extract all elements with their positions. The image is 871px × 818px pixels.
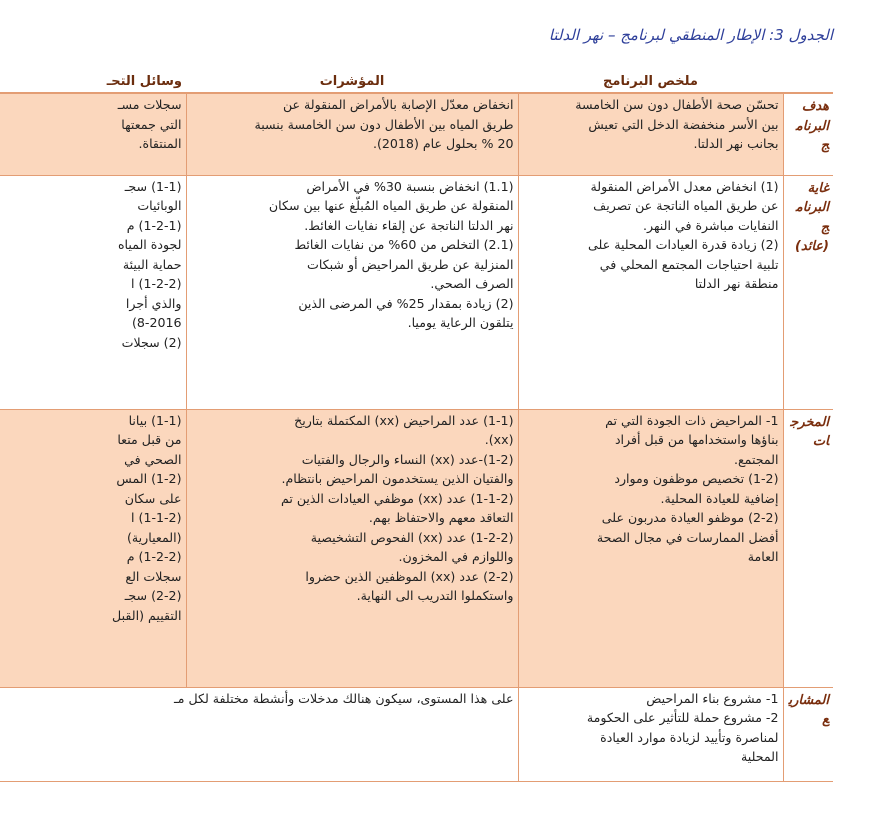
logical-framework-table bbox=[0, 72, 833, 782]
cell-line: (1-2-2) ا bbox=[131, 276, 182, 291]
cell-line: النفايات مباشرة في النهر. bbox=[643, 217, 779, 233]
cell-line: (1-2-2) عدد (xx) الفحوص التشخيصية bbox=[310, 529, 514, 545]
cell-line: يتلقون الرعاية يوميا. bbox=[407, 315, 514, 330]
cell-line: (1-1) عدد المراحيض (xx) المكتملة بتاريخ bbox=[294, 412, 514, 428]
cell-line: بجانب نهر الدلتا. bbox=[693, 136, 779, 151]
cell-line: إضافية للعيادة المحلية. bbox=[660, 490, 779, 506]
cell-line: (1-1) بيانا bbox=[128, 412, 182, 428]
cell-line: (1-2-2) م bbox=[126, 549, 182, 564]
row-label: المخرجات bbox=[783, 409, 833, 687]
cell-line: (1-1-2) عدد (xx) موظفي العيادات الذين تم bbox=[280, 490, 514, 506]
cell-line: لجودة المياه bbox=[117, 237, 182, 252]
summary-cell bbox=[518, 409, 783, 687]
cell-line: الصحي في bbox=[124, 451, 182, 467]
cell-line: بين الأسر منخفضة الدخل التي تعيش bbox=[588, 116, 779, 132]
cell-line: 1- المراحيض ذات الجودة التي تم bbox=[605, 412, 779, 428]
means-cell bbox=[0, 175, 186, 409]
cell-line: (xx). bbox=[484, 432, 514, 447]
cell-line: (1-2-1) م bbox=[126, 217, 182, 233]
means-cell bbox=[0, 93, 186, 175]
cell-line: انخفاض معدّل الإصابة بالأمراض المنقولة عن bbox=[282, 97, 514, 112]
cell-line: المجتمع. bbox=[733, 451, 779, 467]
cell-line: التعاقد معهم والاحتفاظ بهم. bbox=[368, 510, 514, 525]
cell-line: عن طريق المياه الناتجة عن تصريف bbox=[593, 198, 779, 213]
cell-line: (1-2) تخصيص موظفون وموارد bbox=[614, 471, 779, 486]
cell-line: (1) انخفاض معدل الأمراض المنقولة bbox=[590, 178, 779, 194]
cell-line: (2) زيادة بمقدار 25% في المرضى الذين bbox=[298, 295, 514, 311]
cell-line: (1.1) انخفاض بنسبة 30% في الأمراض bbox=[306, 178, 514, 194]
cell-line: التقييم (القبل bbox=[112, 607, 182, 623]
cell-line: نهر الدلتا الناتجة عن إلقاء نفايات الغائط. bbox=[304, 217, 514, 233]
table-header-row bbox=[0, 72, 833, 93]
table-caption: الجدول 3: الإطار المنطقي لبرنامج – نهر الدلتا bbox=[548, 26, 833, 44]
cell-line: 8-2016) bbox=[131, 315, 182, 330]
table-row bbox=[0, 175, 833, 409]
cell-line: سجلات مسـ bbox=[117, 97, 182, 112]
cell-line: (2-2) عدد (xx) الموظفين الذين حضروا bbox=[305, 568, 514, 584]
cell-line: العامة bbox=[747, 549, 779, 564]
row-label: هدف البرنامج bbox=[783, 93, 833, 175]
cell-line: 20 % بحلول عام (2018). bbox=[372, 136, 514, 151]
indicators-cell bbox=[186, 175, 518, 409]
cell-line: (2) زيادة قدرة العيادات المحلية على bbox=[588, 237, 779, 252]
cell-line: أفضل الممارسات في مجال الصحة bbox=[596, 529, 779, 545]
cell-line: (1-1-2) ا bbox=[131, 510, 182, 525]
header-indicators: المؤشرات bbox=[186, 72, 518, 93]
cell-line: من قبل متعا bbox=[117, 432, 182, 447]
summary-cell bbox=[518, 175, 783, 409]
indicators-cell bbox=[186, 93, 518, 175]
means-cell bbox=[0, 409, 186, 687]
cell-line: (2.1) التخلص من 60% من نفايات الغائط bbox=[294, 237, 514, 252]
cell-line: والذي أجرا bbox=[125, 295, 182, 311]
cell-line: الصرف الصحي. bbox=[430, 276, 514, 291]
cell-line: 1- مشروع بناء المراحيض bbox=[646, 690, 779, 706]
cell-line: (1-1) سجـ bbox=[124, 178, 182, 194]
table-row bbox=[0, 687, 833, 781]
cell-line: (2-2) موظفو العيادة مدربون على bbox=[601, 510, 779, 525]
cell-line: حماية البيئة bbox=[122, 256, 182, 272]
row-label: المشاريع bbox=[783, 687, 833, 781]
cell-line: واستكملوا التدريب الى النهاية. bbox=[356, 588, 514, 603]
cell-line: على سكان bbox=[124, 490, 182, 506]
activities-cell bbox=[0, 687, 518, 781]
cell-line: المنزلية عن طريق المراحيض أو شبكات bbox=[306, 256, 514, 272]
cell-line: (2) سجلات bbox=[121, 334, 182, 350]
cell-line: (المعيارية) bbox=[127, 529, 182, 545]
cell-line: تلبية احتياجات المجتمع المحلي في bbox=[599, 256, 779, 272]
cell-line: (1-2) المس bbox=[116, 471, 182, 486]
table-row bbox=[0, 409, 833, 687]
header-means: وسائل التحـ bbox=[0, 72, 186, 93]
row-label: غاية البرنامج (عائد) bbox=[783, 175, 833, 409]
cell-line: تحسّن صحة الأطفال دون سن الخامسة bbox=[575, 97, 779, 112]
cell-line: المنتقاة. bbox=[138, 136, 182, 151]
cell-line: (1-2)-عدد (xx) النساء والرجال والفتيات bbox=[301, 451, 514, 467]
table-row bbox=[0, 93, 833, 175]
cell-line: منطقة نهر الدلتا bbox=[694, 276, 779, 291]
header-summary: ملخص البرنامج bbox=[518, 72, 783, 93]
cell-line: واللوازم في المخزون. bbox=[398, 549, 514, 564]
cell-line: المحلية bbox=[741, 749, 779, 764]
summary-cell bbox=[518, 687, 783, 781]
cell-line: والفتيان الذين يستخدمون المراحيض بانتظام. bbox=[281, 471, 514, 486]
cell-line: طريق المياه بين الأطفال دون سن الخامسة بنسبة bbox=[254, 116, 514, 132]
cell-line: لمناصرة وتأييد لزيادة موارد العيادة bbox=[600, 729, 779, 745]
cell-line: 2- مشروع حملة للتأثير على الحكومة bbox=[586, 710, 779, 725]
cell-line: الوبائيات bbox=[137, 198, 182, 213]
cell-line: بناؤها واستخدامها من قبل أفراد bbox=[614, 432, 779, 447]
indicators-cell bbox=[186, 409, 518, 687]
header-rowlabel bbox=[783, 72, 833, 93]
cell-line: سجلات الع bbox=[125, 568, 182, 584]
cell-line: (2-2) سجـ bbox=[124, 588, 182, 603]
cell-line: المنقولة عن طريق المياه المُبلّغ عنها بين سكان bbox=[268, 198, 514, 213]
cell-line: التي جمعتها bbox=[121, 116, 182, 132]
cell-line: على هذا المستوى، سيكون هنالك مدخلات وأنشطة مختلفة لكل مـ bbox=[174, 690, 514, 706]
summary-cell bbox=[518, 93, 783, 175]
